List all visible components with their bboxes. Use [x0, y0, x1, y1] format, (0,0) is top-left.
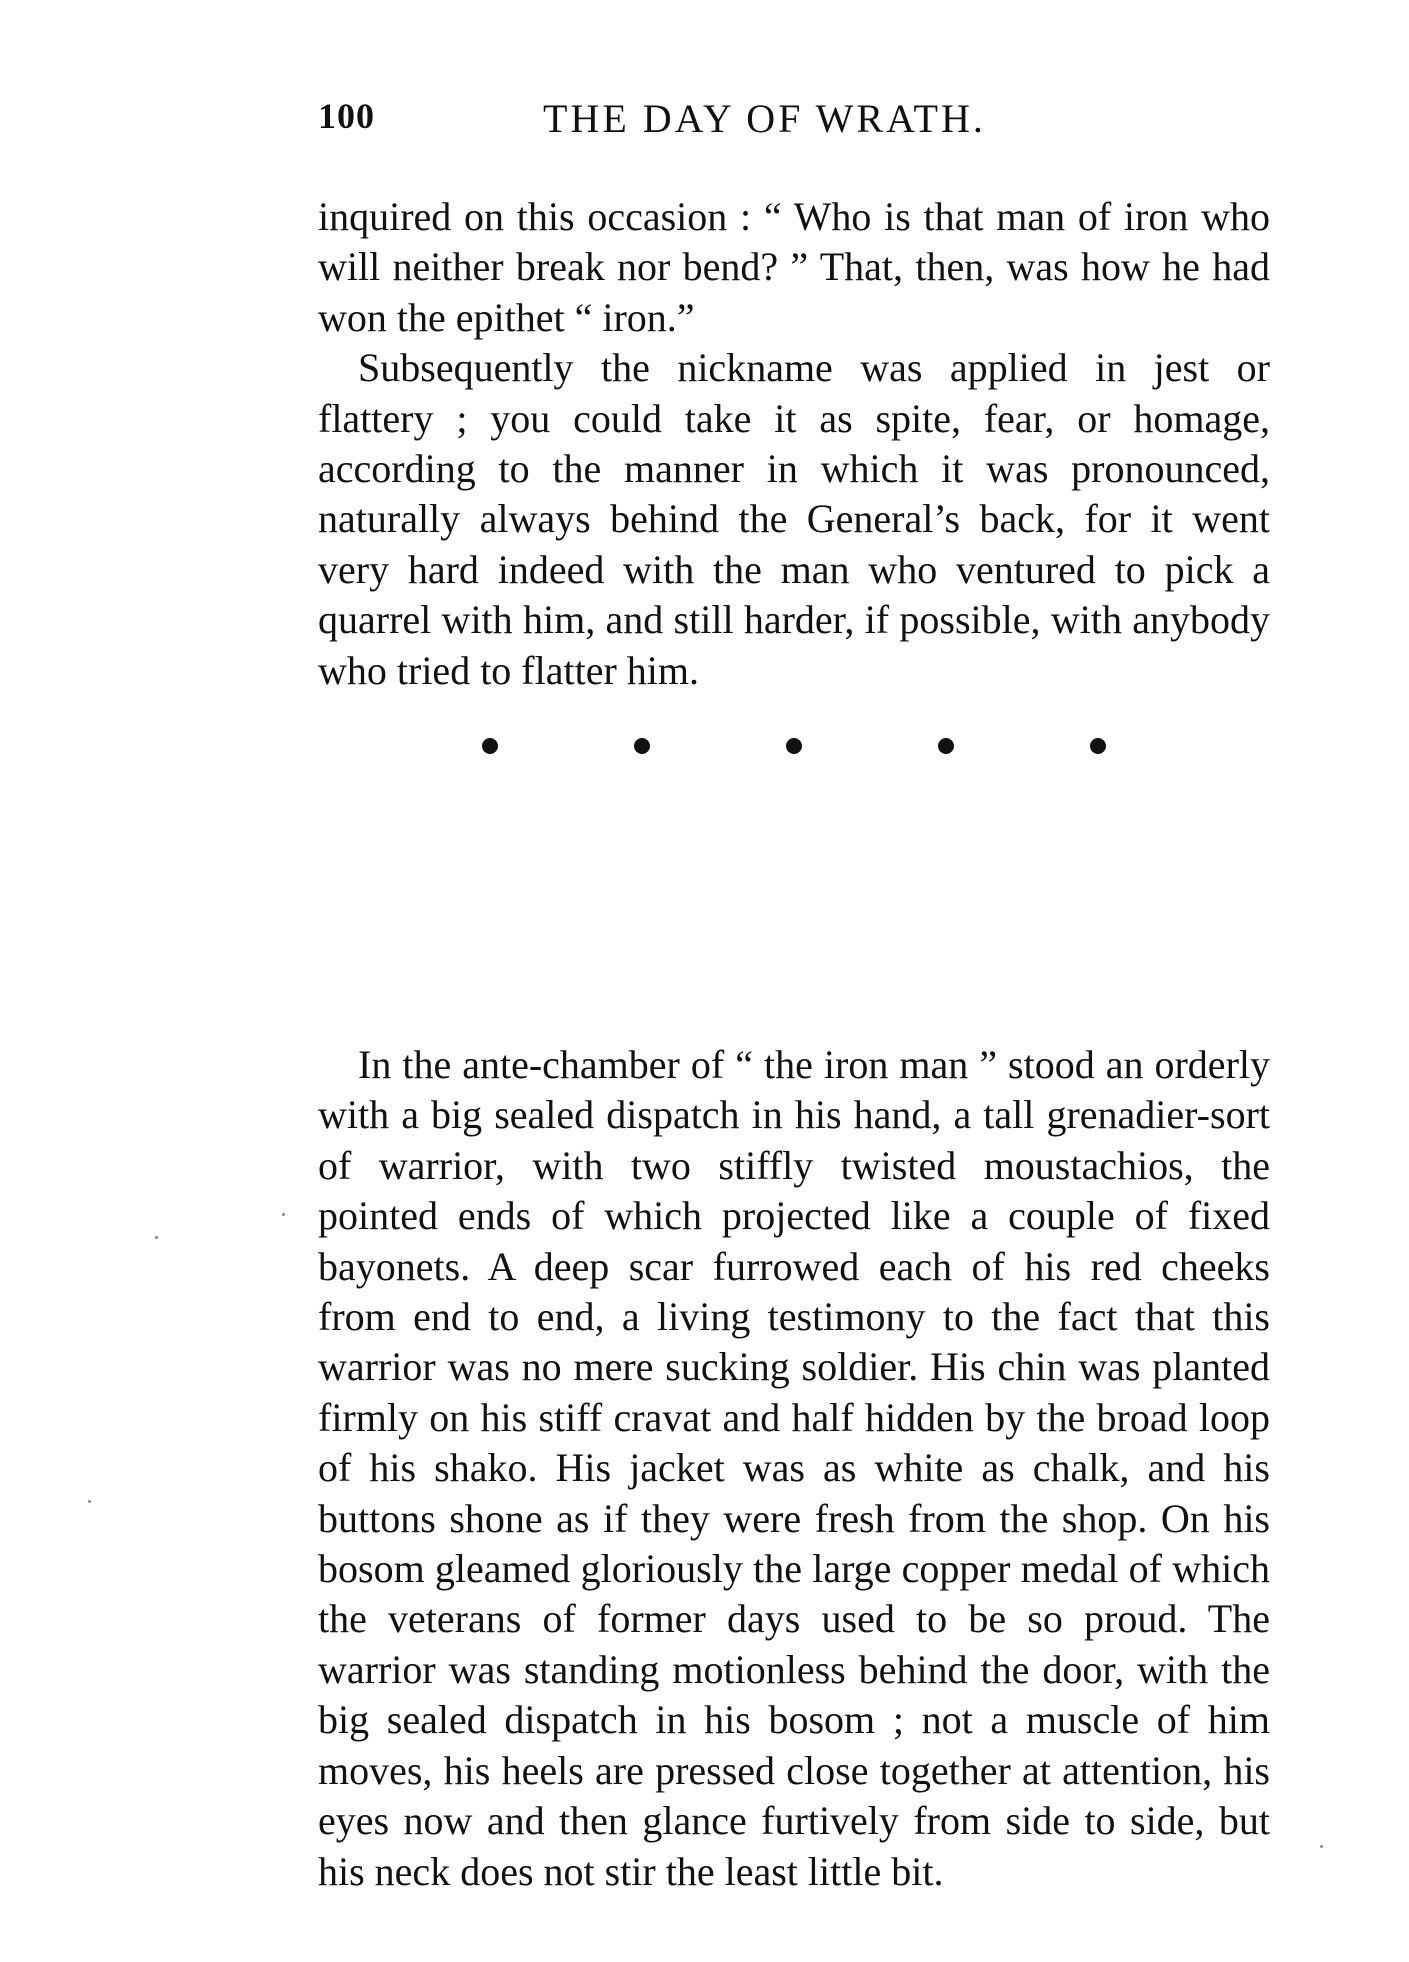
section-break-dot	[938, 738, 954, 754]
section-break-dot	[634, 738, 650, 754]
paper-speck	[155, 1236, 158, 1239]
running-head	[318, 95, 1270, 155]
text-block-lower	[318, 1040, 1270, 1897]
running-title: THE DAY OF WRATH.	[543, 96, 986, 141]
paragraph-continued: inquired on this occasion : “ Who is that man of iron who will neither break nor bend? ” That, then, was how he had won the epithet “ iron.”	[318, 194, 1270, 340]
page-number: 100	[318, 96, 375, 136]
section-break-dot	[786, 738, 802, 754]
paper-speck	[88, 1500, 91, 1503]
section-break	[482, 738, 1112, 768]
paper-speck	[1320, 1845, 1323, 1848]
paper-speck	[282, 1213, 285, 1216]
text-block-upper	[318, 192, 1270, 696]
section-break-dot	[1090, 738, 1106, 754]
paragraph: Subsequently the nickname was applied in jest or flattery ; you could take it as spite, fear, or homage, according to the manner in which it was pronounced, naturally always behind the General’s back, for it went very hard indeed with the man who ventured to pick a quarrel with him, and still harder, if possible, with anybody who tried to flatter him.	[318, 345, 1270, 693]
section-break-dot	[482, 738, 498, 754]
paragraph: In the ante-chamber of “ the iron man ” stood an orderly with a big sealed dispatch in his hand, a tall grenadier-sort of warrior, with two stiffly twisted moustachios, the pointed ends of which projected like a couple of fixed bayonets. A deep scar furrowed each of his red cheeks from end to end, a living testimony to the fact that this warrior was no mere sucking soldier. His chin was planted firmly on his stiff cravat and half hidden by the broad loop of his shako. His jacket was as white as chalk, and his buttons shone as if they were fresh from the shop. On his bosom gleamed gloriously the large copper medal of which the veterans of former days used to be so proud. The warrior was standing motionless behind the door, with the big sealed dispatch in his bosom ; not a muscle of him moves, his heels are pressed close together at attention, his eyes now and then glance furtively from side to side, but his neck does not stir the least little bit.	[318, 1042, 1270, 1894]
